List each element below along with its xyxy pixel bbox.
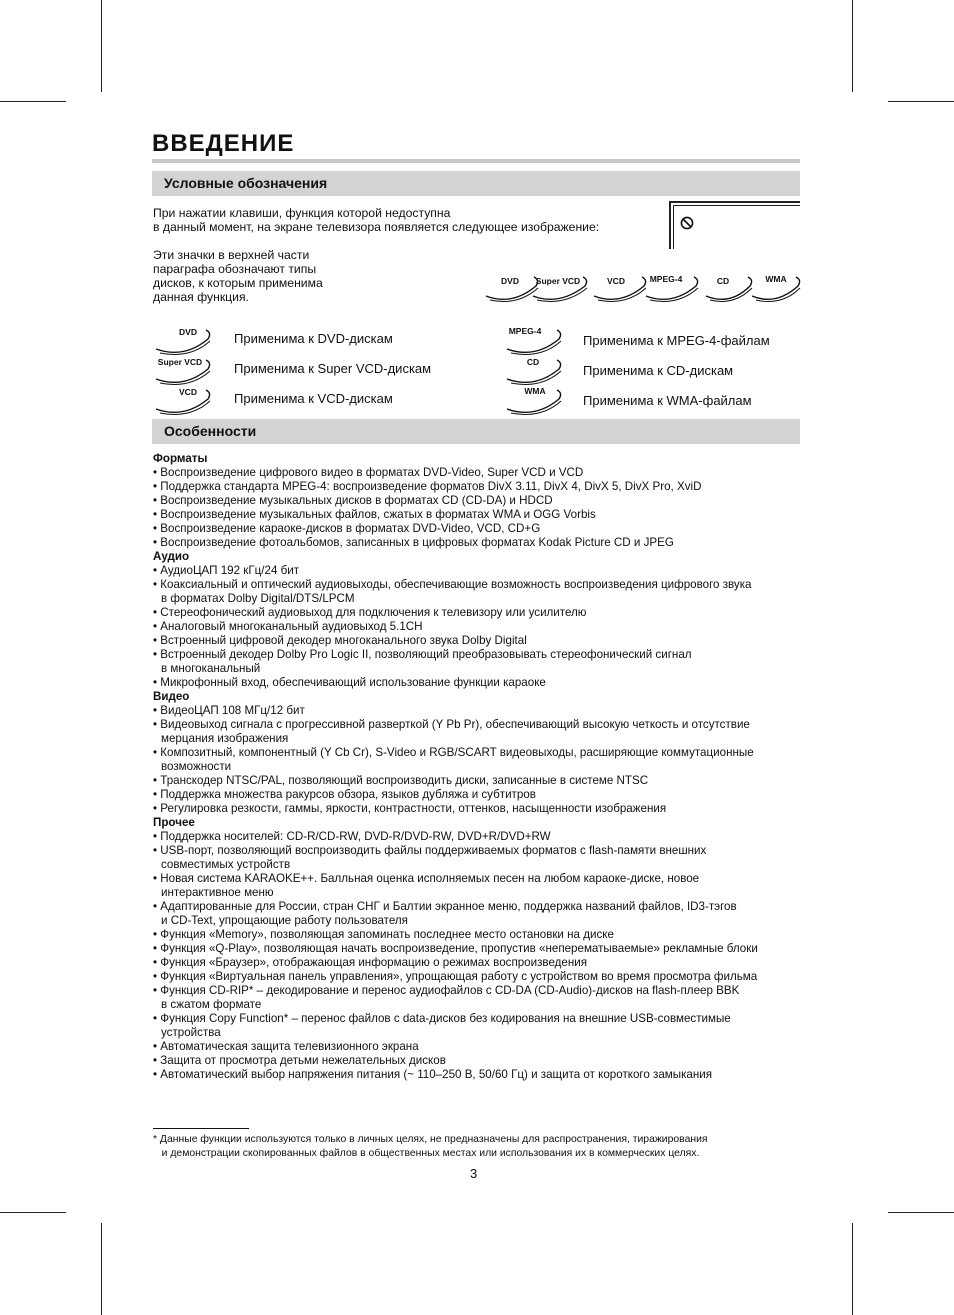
crop-mark: [0, 101, 66, 102]
feature-item: • Видеовыход сигнала с прогрессивной разверткой (Y Pb Pr), обеспечивающий высокую четкость и отсутствие: [153, 718, 750, 731]
feature-group-heading: Видео: [153, 690, 190, 703]
page-title: ВВЕДЕНИЕ: [152, 130, 295, 157]
feature-item: • Функция «Q-Play», позволяющая начать воспроизведение, пропустив «неперематываемые» рекламные блоки: [153, 942, 758, 955]
feature-item: • Встроенный декодер Dolby Pro Logic II, позволяющий преобразовывать стереофонический сигнал: [153, 648, 692, 661]
disc-label: MPEG-4: [649, 274, 683, 284]
feature-item: • Поддержка стандарта MPEG-4: воспроизведение форматов DivX 3.11, DivX 4, DivX 5, DivX Pro, XviD: [153, 480, 702, 493]
feature-item: устройства: [161, 1026, 221, 1039]
section-header-symbols: [152, 171, 800, 196]
types-line: данная функция.: [153, 290, 249, 304]
feature-item: • Адаптированные для России, стран СНГ и Балтии экранное меню, поддержка названий файлов, ID3-тэгов: [153, 900, 737, 913]
page-number: 3: [470, 1166, 478, 1181]
footnote-rule: [153, 1128, 249, 1129]
crop-mark: [888, 1212, 954, 1213]
legend-text: Применима к CD-дискам: [583, 363, 734, 378]
types-text: [153, 248, 323, 304]
disc-icon-wma: [750, 272, 802, 302]
legend-icon-wma: [503, 385, 563, 415]
feature-item: • Функция Copy Function* – перенос файлов с data-дисков без кодирования на внешние USB-совместимые: [153, 1012, 731, 1025]
crop-mark: [852, 0, 853, 92]
feature-item: • Автоматическая защита телевизионного экрана: [153, 1040, 419, 1053]
legend-icon-dvd: [152, 325, 212, 355]
tv-screen-sample: [669, 201, 800, 249]
intro-line: При нажатии клавиши, функция которой недоступна: [153, 206, 451, 220]
feature-item: • Регулировка резкости, гаммы, яркости, контрастности, оттенков, насыщенности изображения: [153, 802, 667, 815]
feature-group-heading: Прочее: [153, 816, 195, 829]
feature-item: мерцания изображения: [161, 732, 289, 745]
disc-label: DVD: [501, 276, 519, 286]
disc-label: DVD: [179, 327, 197, 337]
crop-mark: [888, 101, 954, 102]
legend-text: Применима к WMA-файлам: [583, 393, 752, 408]
disc-label: CD: [716, 276, 730, 286]
section-title: Особенности: [164, 423, 257, 439]
types-line: дисков, к которым применима: [153, 276, 323, 290]
feature-item: возможности: [161, 760, 232, 773]
feature-item: • Коаксиальный и оптический аудиовыходы, обеспечивающие возможность воспроизведения цифрового звука: [153, 578, 752, 591]
crop-mark: [852, 1223, 853, 1315]
legend-text: Применима к DVD-дискам: [234, 331, 393, 346]
disc-label: VCD: [607, 276, 625, 286]
feature-item: • Новая система KARAOKE++. Балльная оценка исполняемых песен на любом караоке-диске, новое: [153, 872, 700, 885]
types-line: Эти значки в верхней части: [153, 248, 310, 262]
feature-item: совместимых устройств: [161, 858, 291, 871]
legend-icon-cd: [503, 355, 563, 385]
feature-item: интерактивное меню: [161, 886, 274, 899]
disc-icon-mpeg4: [642, 272, 700, 302]
disc-label: CD: [526, 357, 540, 367]
disc-icon-vcd: [592, 272, 648, 302]
features-list: [153, 452, 813, 1082]
feature-item: • Микрофонный вход, обеспечивающий использование функции караоке: [153, 676, 546, 689]
feature-item: • Воспроизведение караоке-дисков в форматах DVD-Video, VCD, CD+G: [153, 522, 541, 535]
feature-item: • Поддержка множества ракурсов обзора, языков дубляжа и субтитров: [153, 788, 536, 801]
section-header-features: [152, 419, 800, 444]
prohibited-icon: [680, 216, 694, 230]
legend-text: Применима к MPEG-4-файлам: [583, 333, 770, 348]
feature-item: • Функция «Memory», позволяющая запоминать последнее место остановки на диске: [153, 928, 614, 941]
feature-item: • Композитный, компонентный (Y Cb Cr), S-Video и RGB/SCART видеовыходы, расширяющие коммутационные: [153, 746, 754, 759]
footnote-line: и демонстрации скопированных файлов в общественных местах или использования их в коммерческих целях.: [153, 1148, 700, 1159]
disc-label: Super VCD: [535, 276, 581, 286]
feature-item: в сжатом формате: [161, 998, 262, 1011]
disc-label: MPEG-4: [508, 326, 542, 336]
feature-item: • Стереофонический аудиовыход для подключения к телевизору или усилителю: [153, 606, 587, 619]
disc-label: VCD: [179, 387, 197, 397]
feature-item: • ВидеоЦАП 108 МГц/12 бит: [153, 704, 305, 717]
crop-mark: [101, 1223, 102, 1315]
legend-icon-vcd: [152, 385, 212, 415]
section-title: Условные обозначения: [164, 175, 328, 191]
feature-item: • Воспроизведение музыкальных файлов, сжатых в форматах WMA и OGG Vorbis: [153, 508, 596, 521]
feature-item: в многоканальный: [161, 662, 261, 675]
crop-mark: [101, 0, 102, 92]
feature-item: • Аналоговый многоканальный аудиовыход 5.1CH: [153, 620, 423, 633]
title-underline: [152, 159, 800, 163]
feature-item: • АудиоЦАП 192 кГц/24 бит: [153, 564, 300, 577]
feature-item: • Транскодер NTSC/PAL, позволяющий воспроизводить диски, записанные в системе NTSC: [153, 774, 649, 787]
legend-text: Применима к VCD-дискам: [234, 391, 393, 406]
disc-icon-cd: [704, 272, 754, 302]
types-line: параграфа обозначают типы: [153, 262, 317, 276]
feature-group-heading: Аудио: [153, 550, 190, 563]
feature-item: • Встроенный цифровой декодер многоканального звука Dolby Digital: [153, 634, 527, 647]
legend-icon-mpeg4: [503, 325, 563, 355]
feature-item: • Воспроизведение фотоальбомов, записанных в цифровых форматах Kodak Picture CD и JPEG: [153, 536, 674, 549]
intro-line: в данный момент, на экране телевизора появляется следующее изображение:: [153, 220, 600, 234]
feature-item: • USB-порт, позволяющий воспроизводить файлы поддерживаемых форматов с flash-памяти внешних: [153, 844, 707, 857]
disc-icon-super-vcd: [529, 272, 589, 302]
feature-item: в форматах Dolby Digital/DTS/LPCM: [161, 592, 355, 605]
disc-label: Super VCD: [157, 357, 203, 367]
intro-text: [153, 206, 599, 234]
legend-icon-super-vcd: [152, 355, 212, 385]
feature-item: • Воспроизведение музыкальных дисков в форматах CD (CD-DA) и HDCD: [153, 494, 553, 507]
feature-item: • Защита от просмотра детьми нежелательных дисков: [153, 1054, 446, 1067]
feature-item: и CD-Text, упрощающие работу пользователя: [161, 914, 408, 927]
feature-item: • Воспроизведение цифрового видео в форматах DVD-Video, Super VCD и VCD: [153, 466, 584, 479]
feature-item: • Функция «Виртуальная панель управления», упрощающая работу с устройством во время просмотра фильма: [153, 970, 758, 983]
footnote-line: * Данные функции используются только в личных целях, не предназначены для распространения, тиражирования: [153, 1134, 708, 1145]
feature-item: • Поддержка носителей: CD-R/CD-RW, DVD-R/DVD-RW, DVD+R/DVD+RW: [153, 830, 551, 843]
feature-group-heading: Форматы: [153, 452, 208, 465]
feature-item: • Функция «Браузер», отображающая информацию о режимах воспроизведения: [153, 956, 588, 969]
crop-mark: [0, 1212, 66, 1213]
feature-item: • Автоматический выбор напряжения питания (~ 110–250 В, 50/60 Гц) и защита от короткого замыкания: [153, 1068, 713, 1081]
footnote: [153, 1133, 708, 1161]
disc-label: WMA: [524, 386, 546, 396]
disc-label: WMA: [765, 274, 787, 284]
legend-text: Применима к Super VCD-дискам: [234, 361, 432, 376]
feature-item: • Функция CD-RIP* – декодирование и перенос аудиофайлов с CD-DA (CD-Audio)-дисков на flash-плеер BBK: [153, 984, 740, 997]
